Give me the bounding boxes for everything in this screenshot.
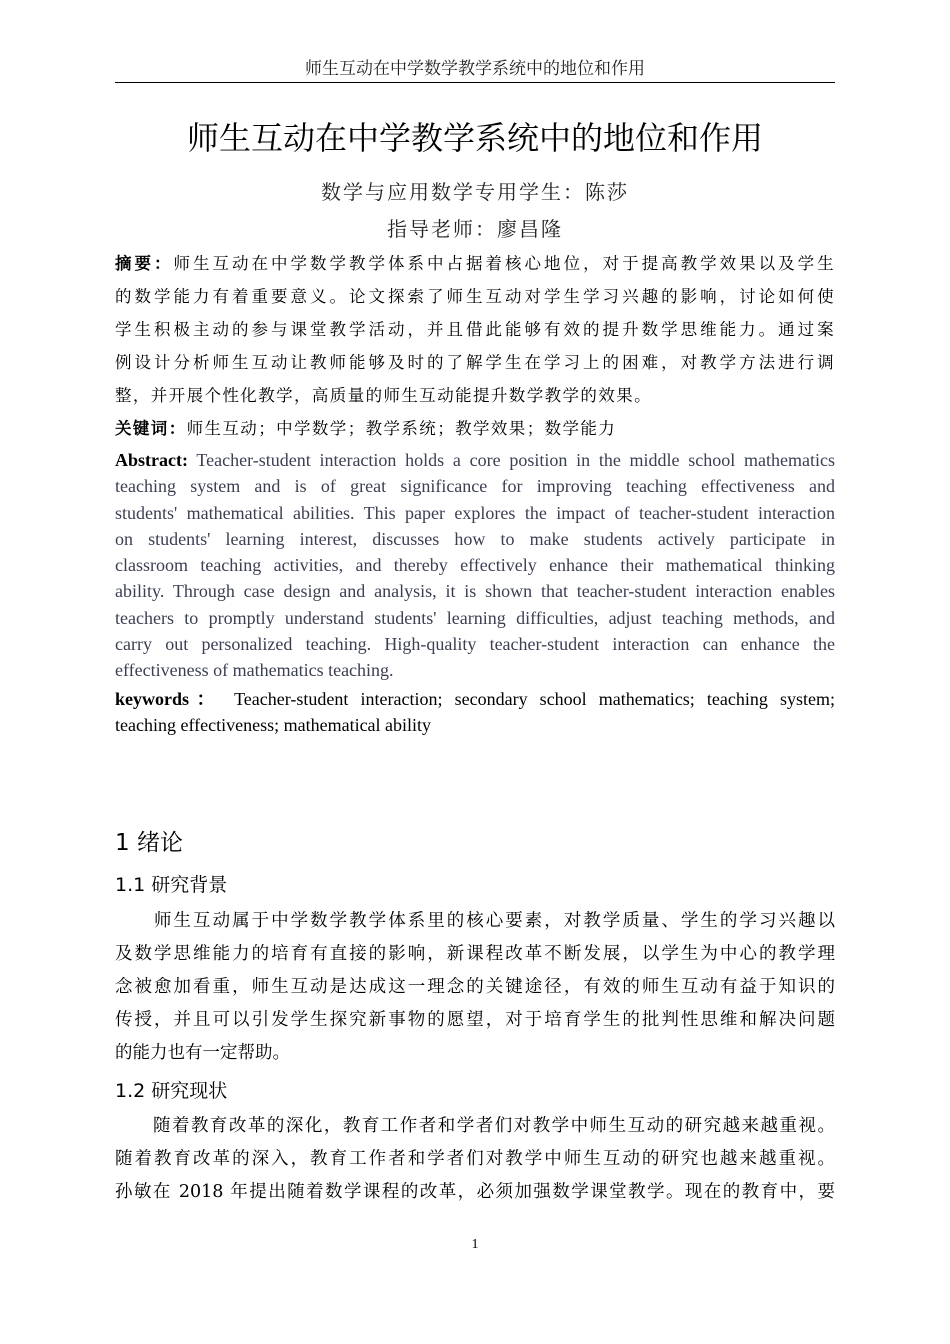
abstract-cn-label: 摘要：	[115, 254, 174, 273]
body-line: 传授，并且可以引发学生探究新事物的愿望，对于培育学生的批判性思维和解决问题	[115, 1010, 835, 1030]
page-number: 1	[471, 1237, 479, 1252]
abstract-en-line: effectiveness of mathematics teaching.	[115, 660, 394, 681]
abstract-en-line: ability. Through case design and analysis, it is shown that teacher-student interaction enables	[115, 581, 835, 602]
abstract-cn-line: 的数学能力有着重要意义。论文探索了师生互动对学生学习兴趣的影响，讨论如何使	[115, 287, 835, 306]
keywords-cn-label: 关键词：	[115, 419, 187, 438]
section-heading-1: 1 绪论	[115, 830, 183, 856]
body-line: 随着教育改革的深化，教育工作者和学者们对教学中师生互动的研究越来越重视。	[115, 1116, 835, 1136]
running-header: 师生互动在中学数学教学系统中的地位和作用	[115, 58, 835, 83]
page-title: 师生互动在中学教学系统中的地位和作用	[186, 119, 763, 157]
abstract-cn-line: 师生互动在中学数学教学体系中占据着核心地位，对于提高教学效果以及学生	[173, 254, 835, 273]
keywords-en-line: Teacher-student interaction; secondary school mathematics; teaching system;	[222, 688, 835, 709]
section-1-1-body	[115, 905, 835, 1070]
abstract-cn-line: 学生积极主动的参与课堂教学活动，并且借此能够有效的提升数学思维能力。通过案	[115, 320, 835, 339]
author-line: 数学与应用数学专用学生：陈莎	[321, 180, 629, 204]
abstract-cn-line: 整，并开展个性化教学，高质量的师生互动能提升数学教学的效果。	[115, 386, 652, 405]
abstract-en	[115, 447, 835, 738]
abstract-en-line: teaching system and is of great significance for improving teaching effectiveness and	[115, 476, 835, 497]
keywords-en-label: keywords：	[115, 688, 223, 709]
abstract-en-line: on students' learning interest, discusses how to make students actively participate in	[115, 528, 835, 549]
advisor-line: 指导老师：廖昌隆	[387, 217, 563, 241]
section-1-2-body	[115, 1110, 835, 1209]
body-line: 念被愈加看重，师生互动是达成这一理念的关键途径，有效的师生互动有益于知识的	[115, 977, 835, 997]
keywords-en-line: teaching effectiveness; mathematical ability	[115, 714, 432, 735]
body-line: 的能力也有一定帮助。	[115, 1043, 290, 1063]
abstract-en-line: teachers to promptly understand students' learning difficulties, adjust teaching methods, and	[115, 607, 835, 628]
abstract-cn-line: 例设计分析师生互动让教师能够及时的了解学生在学习上的困难，对教学方法进行调	[115, 353, 835, 372]
section-heading-1-2: 1.2 研究现状	[115, 1080, 228, 1102]
keywords-cn: 师生互动；中学数学；教学系统；教学效果；数学能力	[186, 419, 617, 438]
abstract-en-line: classroom teaching activities, and thereby effectively enhance their mathematical thinking	[115, 555, 835, 576]
body-line: 孙敏在 2018 年提出随着数学课程的改革，必须加强数学课堂教学。现在的教育中，要	[115, 1182, 835, 1202]
body-line: 及数学思维能力的培育有直接的影响，新课程改革不断发展，以学生为中心的教学理	[115, 944, 835, 964]
abstract-cn	[115, 247, 835, 445]
abstract-en-label: Abstract:	[115, 450, 188, 470]
body-line: 师生互动属于中学数学教学体系里的核心要素，对教学质量、学生的学习兴趣以	[115, 911, 835, 931]
abstract-en-line: carry out personalized teaching. High-quality teacher-student interaction can enhance the	[115, 634, 835, 655]
abstract-en-line: Teacher-student interaction holds a core position in the middle school mathematics	[187, 450, 835, 470]
section-heading-1-1: 1.1 研究背景	[115, 874, 228, 896]
abstract-en-line: students' mathematical abilities. This paper explores the impact of teacher-student interaction	[115, 502, 835, 523]
body-line: 随着教育改革的深入，教育工作者和学者们对教学中师生互动的研究也越来越重视。	[115, 1149, 835, 1169]
